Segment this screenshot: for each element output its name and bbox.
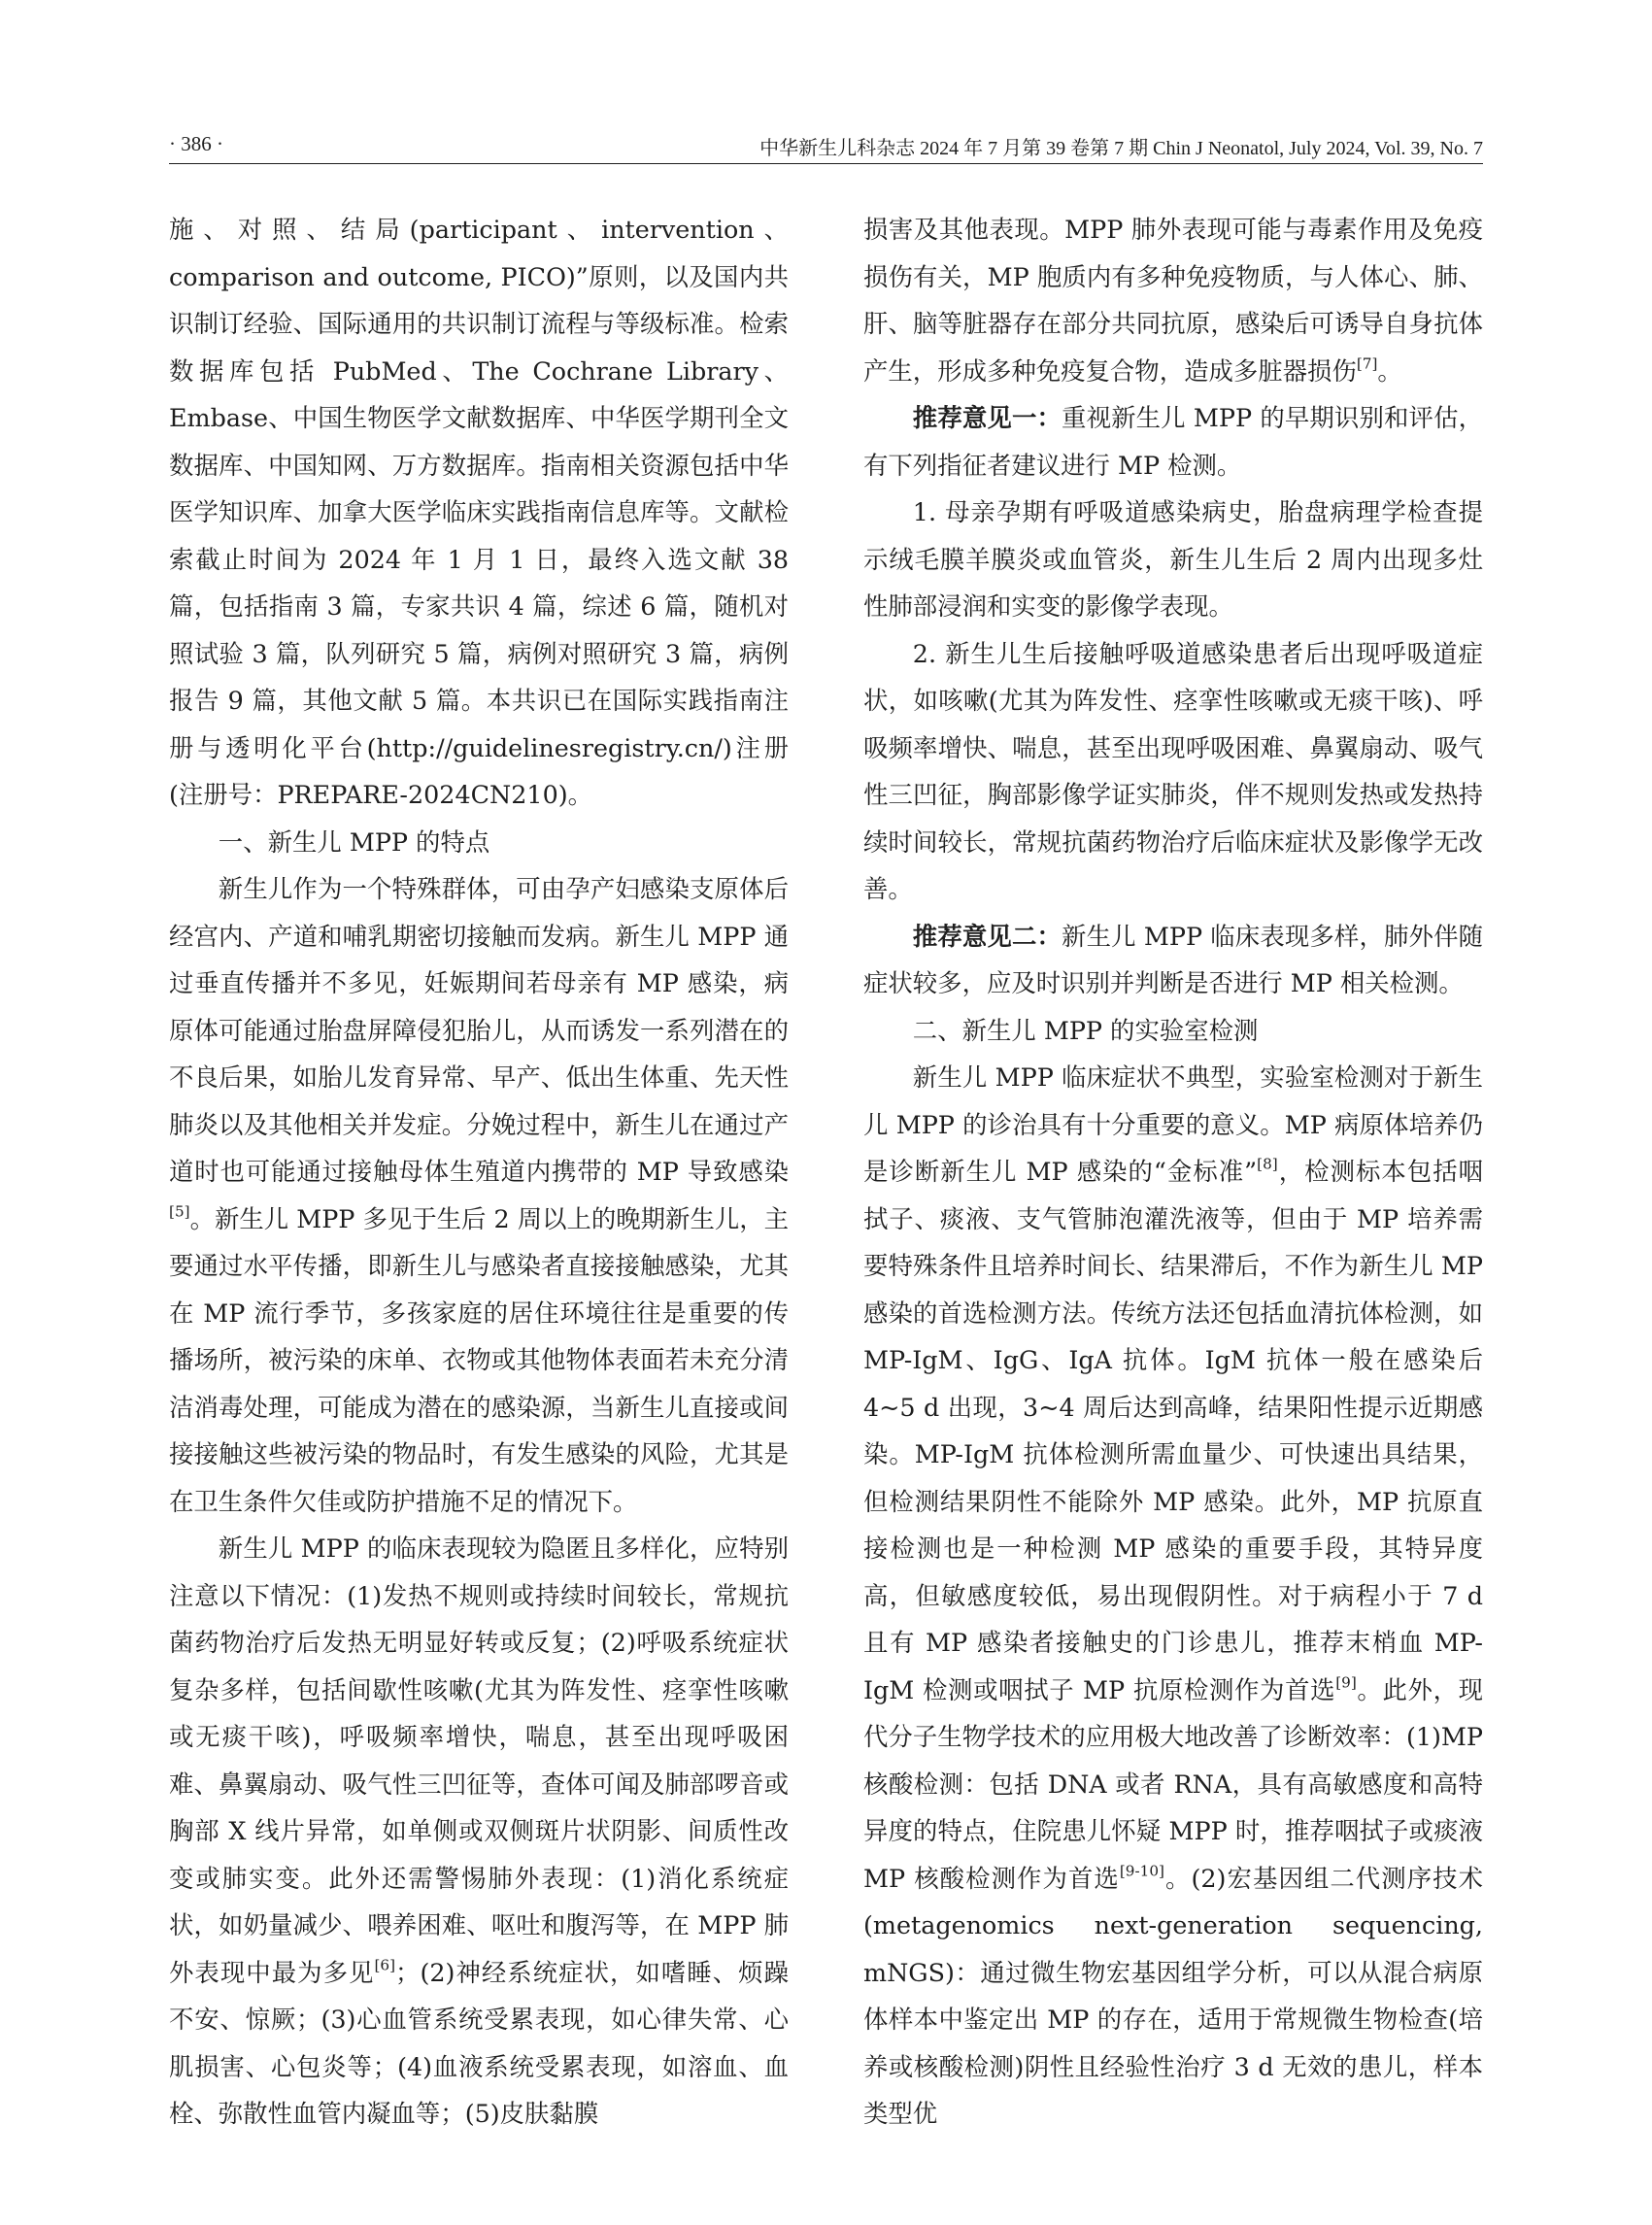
section-heading-2: 二、新生儿 MPP 的实验室检测	[912, 1015, 1259, 1045]
paragraph-characteristics: 新生儿作为一个特殊群体，可由孕产妇感染支原体后经宫内、产道和哺乳期密切接触而发病。新生儿 MPP 通过垂直传播并不多见，妊娠期间若母亲有 MP 感染，病原体可能通过胎盘屏障侵犯胎儿，从而诱发一系列潜在的不良后果，如胎儿发育异常、早产、低出生体重、先天性肺炎以及其他相关并发症。分娩过程中，新生儿在通过产道时也可能通过接触母体生殖道内携带的 MP 导致感染[5]。新生儿 MPP 多见于生后 2 周以上的晚期新生儿，主要通过水平传播，即新生儿与感染者直接接触感染，尤其在 MP 流行季节，多孩家庭的居住环境往往是重要的传播场所，被污染的床单、衣物或其他物体表面若未充分清洁消毒处理，可能成为潜在的感染源，当新生儿直接或间接接触这些被污染的物品时，有发生感染的风险，尤其是在卫生条件欠佳或防护措施不足的情况下。	[169, 874, 790, 1516]
recommendation-1-item-1: 1. 母亲孕期有呼吸道感染病史，胎盘病理学检查提示绒毛膜羊膜炎或血管炎，新生儿生后 2 周内出现多灶性肺部浸润和实变的影像学表现。	[863, 497, 1483, 621]
citation-8[interactable]: [8]	[1257, 1155, 1278, 1173]
left-column	[169, 206, 789, 2138]
recommendation-2-label: 推荐意见二：	[912, 921, 1062, 951]
journal-citation: 中华新生儿科杂志 2024 年 7 月第 39 卷第 7 期 Chin J Neonatol, July 2024, Vol. 39, No. 7	[759, 138, 1483, 159]
right-column	[863, 206, 1483, 2138]
section-heading-1: 一、新生儿 MPP 的特点	[218, 826, 490, 857]
paragraph-lab-tests: 新生儿 MPP 临床症状不典型，实验室检测对于新生儿 MPP 的诊治具有十分重要的意义。MP 病原体培养仍是诊断新生儿 MP 感染的“金标准”[8]，检测标本包括咽拭子、痰液、支气管肺泡灌洗液等，但由于 MP 培养需要特殊条件且培养时间长、结果滞后，不作为新生儿 MP 感染的首选检测方法。传统方法还包括血清抗体检测，如 MP-IgM、IgG、IgA 抗体。IgM 抗体一般在感染后 4~5 d 出现，3~4 周后达到高峰，结果阳性提示近期感染。MP-IgM 抗体检测所需血量少、可快速出具结果，但检测结果阴性不能除外 MP 感染。此外，MP 抗原直接检测也是一种检测 MP 感染的重要手段，其特异度高，但敏感度较低，易出现假阴性。对于病程小于 7 d 且有 MP 感染者接触史的门诊患儿，推荐末梢血 MP-IgM 检测或咽拭子 MP 抗原检测作为首选[9]。此外，现代分子生物学技术的应用极大地改善了诊断效率：(1)MP 核酸检测：包括 DNA 或者 RNA，具有高敏感度和高特异度的特点，住院患儿怀疑 MPP 时，推荐咽拭子或痰液 MP 核酸检测作为首选[9-10]。(2)宏基因组二代测序技术(metagenomics next-generation sequencing, mNGS)：通过微生物宏基因组学分析，可以从混合病原体样本中鉴定出 MP 的存在，适用于常规微生物检查(培养或核酸检测)阴性且经验性治疗 3 d 无效的患儿，样本类型优	[863, 1062, 1484, 2128]
paragraph-methods: 施、对照、结局(participant、intervention、comparison and outcome, PICO)”原则，以及国内共识制订经验、国际通用的共识制订流程与等级标准。检索数据库包括 PubMed、The Cochrane Library、Embase、中国生物医学文献数据库、中华医学期刊全文数据库、中国知网、万方数据库。指南相关资源包括中华医学知识库、加拿大医学临床实践指南信息库等。文献检索截止时间为 2024 年 1 月 1 日，最终入选文献 38 篇，包括指南 3 篇，专家共识 4 篇，综述 6 篇，随机对照试验 3 篇，队列研究 5 篇，病例对照研究 3 篇，病例报告 9 篇，其他文献 5 篇。本共识已在国际实践指南注册与透明化平台(http://guidelinesregistry.cn/)注册(注册号：PREPARE-2024CN210)。	[169, 215, 789, 809]
citation-6[interactable]: [6]	[374, 1956, 396, 1974]
citation-9[interactable]: [9]	[1335, 1673, 1357, 1692]
page-number: · 386 ·	[169, 132, 223, 155]
citation-7[interactable]: [7]	[1356, 354, 1378, 373]
recommendation-1: 推荐意见一：重视新生儿 MPP 的早期识别和评估，有下列指征者建议进行 MP 检测。	[863, 403, 1484, 480]
paragraph-clinical: 新生儿 MPP 的临床表现较为隐匿且多样化，应特别注意以下情况：(1)发热不规则或持续时间较长，常规抗菌药物治疗后发热无明显好转或反复；(2)呼吸系统症状复杂多样，包括间歇性咳嗽(尤其为阵发性、痉挛性咳嗽或无痰干咳)，呼吸频率增快，喘息，甚至出现呼吸困难、鼻翼扇动、吸气性三凹征等，查体可闻及肺部啰音或胸部 X 线片异常，如单侧或双侧斑片状阴影、间质性改变或肺实变。此外还需警惕肺外表现：(1)消化系统症状，如奶量减少、喂养困难、呕吐和腹泻等，在 MPP 肺外表现中最为多见[6]；(2)神经系统症状，如嗜睡、烦躁不安、惊厥；(3)心血管系统受累表现，如心律失常、心肌损害、心包炎等；(4)血液系统受累表现，如溶血、血栓、弥散性血管内凝血等；(5)皮肤黏膜	[169, 1534, 790, 2128]
paragraph-extrapulmonary: 损害及其他表现。MPP 肺外表现可能与毒素作用及免疫损伤有关，MP 胞质内有多种免疫物质，与人体心、肺、肝、脑等脏器存在部分共同抗原，感染后可诱导自身抗体产生，形成多种免疫复合物，造成多脏器损伤[7]。	[863, 215, 1483, 386]
running-header	[169, 132, 1483, 161]
citation-5[interactable]: [5]	[169, 1202, 190, 1221]
header-rule	[169, 163, 1483, 164]
recommendation-1-item-2: 2. 新生儿生后接触呼吸道感染患者后出现呼吸道症状，如咳嗽(尤其为阵发性、痉挛性咳嗽或无痰干咳)、呼吸频率增快、喘息，甚至出现呼吸困难、鼻翼扇动、吸气性三凹征，胸部影像学证实肺炎，伴不规则发热或发热持续时间较长，常规抗菌药物治疗后临床症状及影像学无改善。	[863, 638, 1483, 903]
citation-9-10[interactable]: [9-10]	[1119, 1862, 1164, 1880]
recommendation-1-label: 推荐意见一：	[912, 403, 1062, 432]
recommendation-2: 推荐意见二：新生儿 MPP 临床表现多样，肺外伴随症状较多，应及时识别并判断是否进行 MP 相关检测。	[863, 921, 1484, 997]
